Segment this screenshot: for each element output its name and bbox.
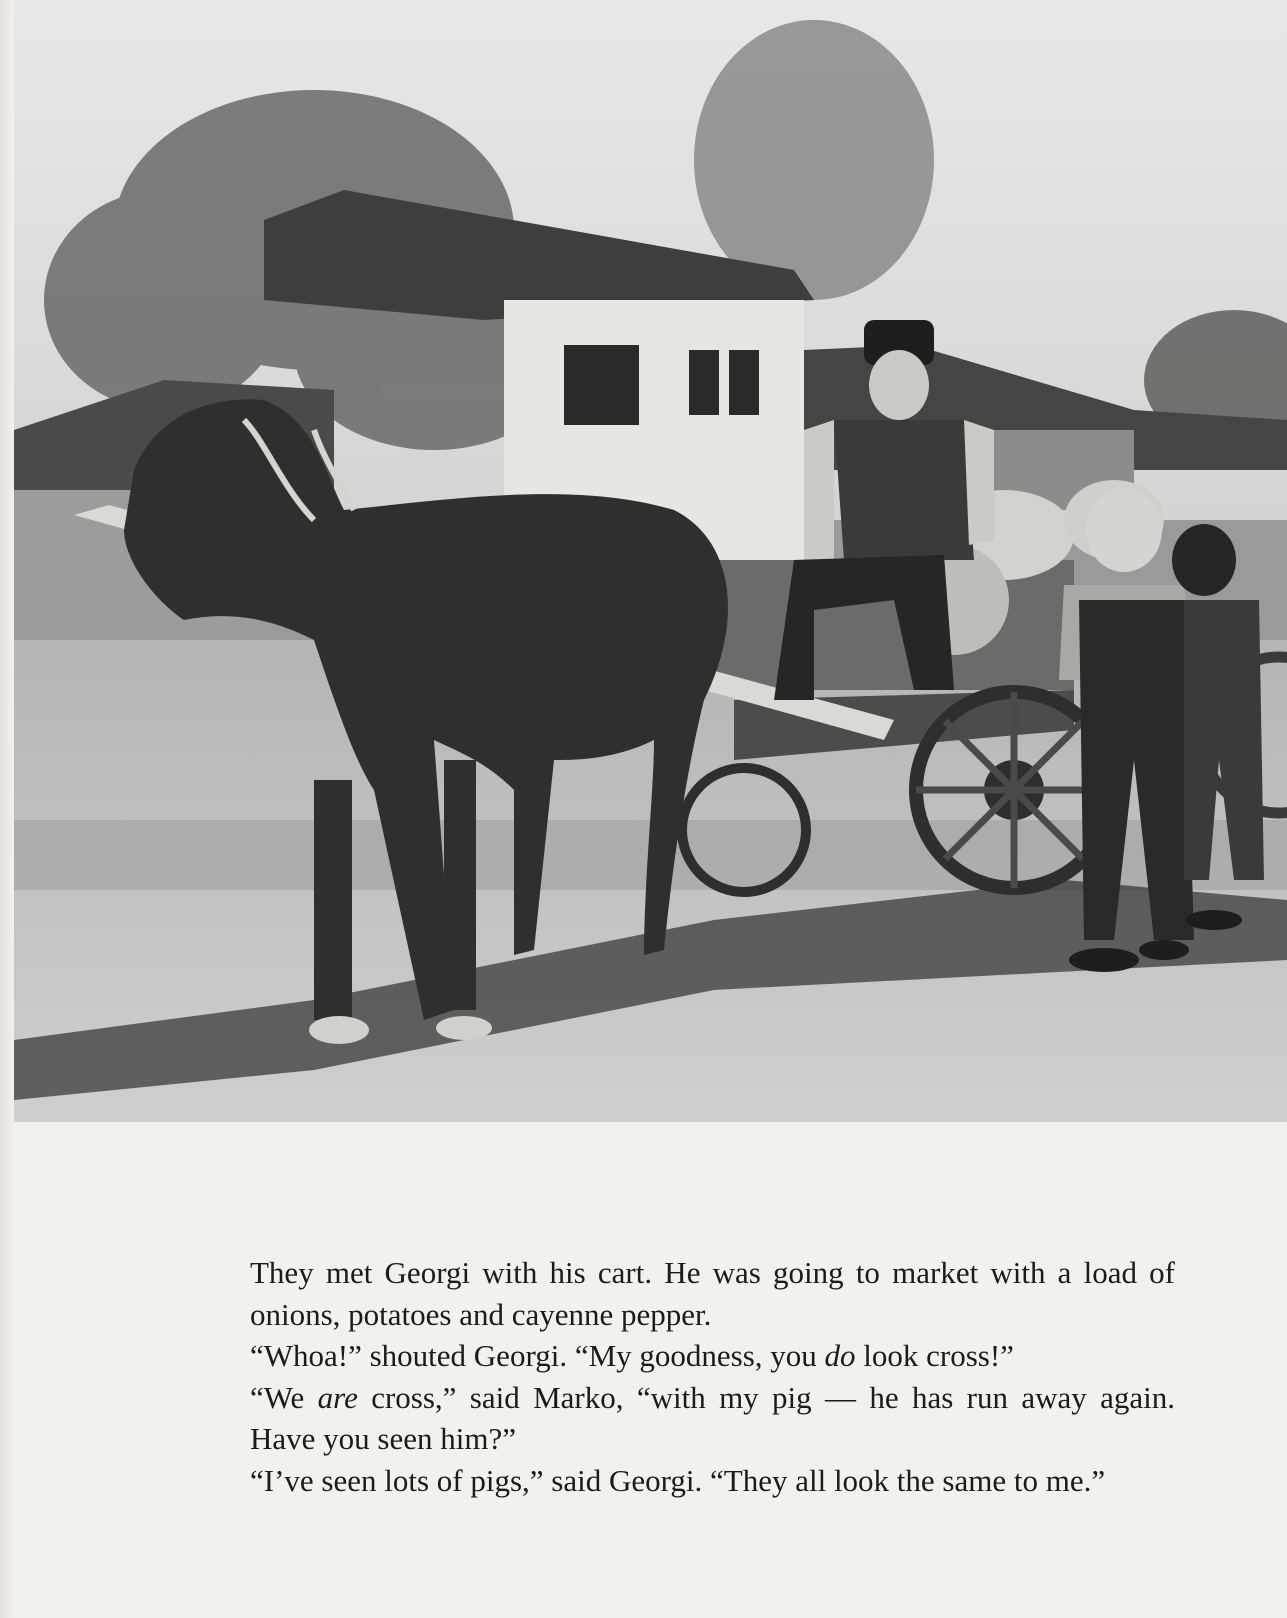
photograph-horse-cart <box>14 0 1287 1122</box>
story-paragraph-3: “We are cross,” said Marko, “with my pig — he has run away again. Have you seen him?” <box>250 1379 1175 1456</box>
story-paragraph-2: “Whoa!” shouted Georgi. “My goodness, you do look cross!” <box>250 1338 1014 1373</box>
story-text <box>250 1252 1175 1501</box>
story-paragraph-4: “I’ve seen lots of pigs,” said Georgi. “They all look the same to me.” <box>250 1462 1106 1498</box>
page-gutter <box>0 0 14 1618</box>
story-paragraph-1: They met Georgi with his cart. He was going to market with a load of onions, potatoes and cayenne pepper. <box>250 1255 1175 1332</box>
